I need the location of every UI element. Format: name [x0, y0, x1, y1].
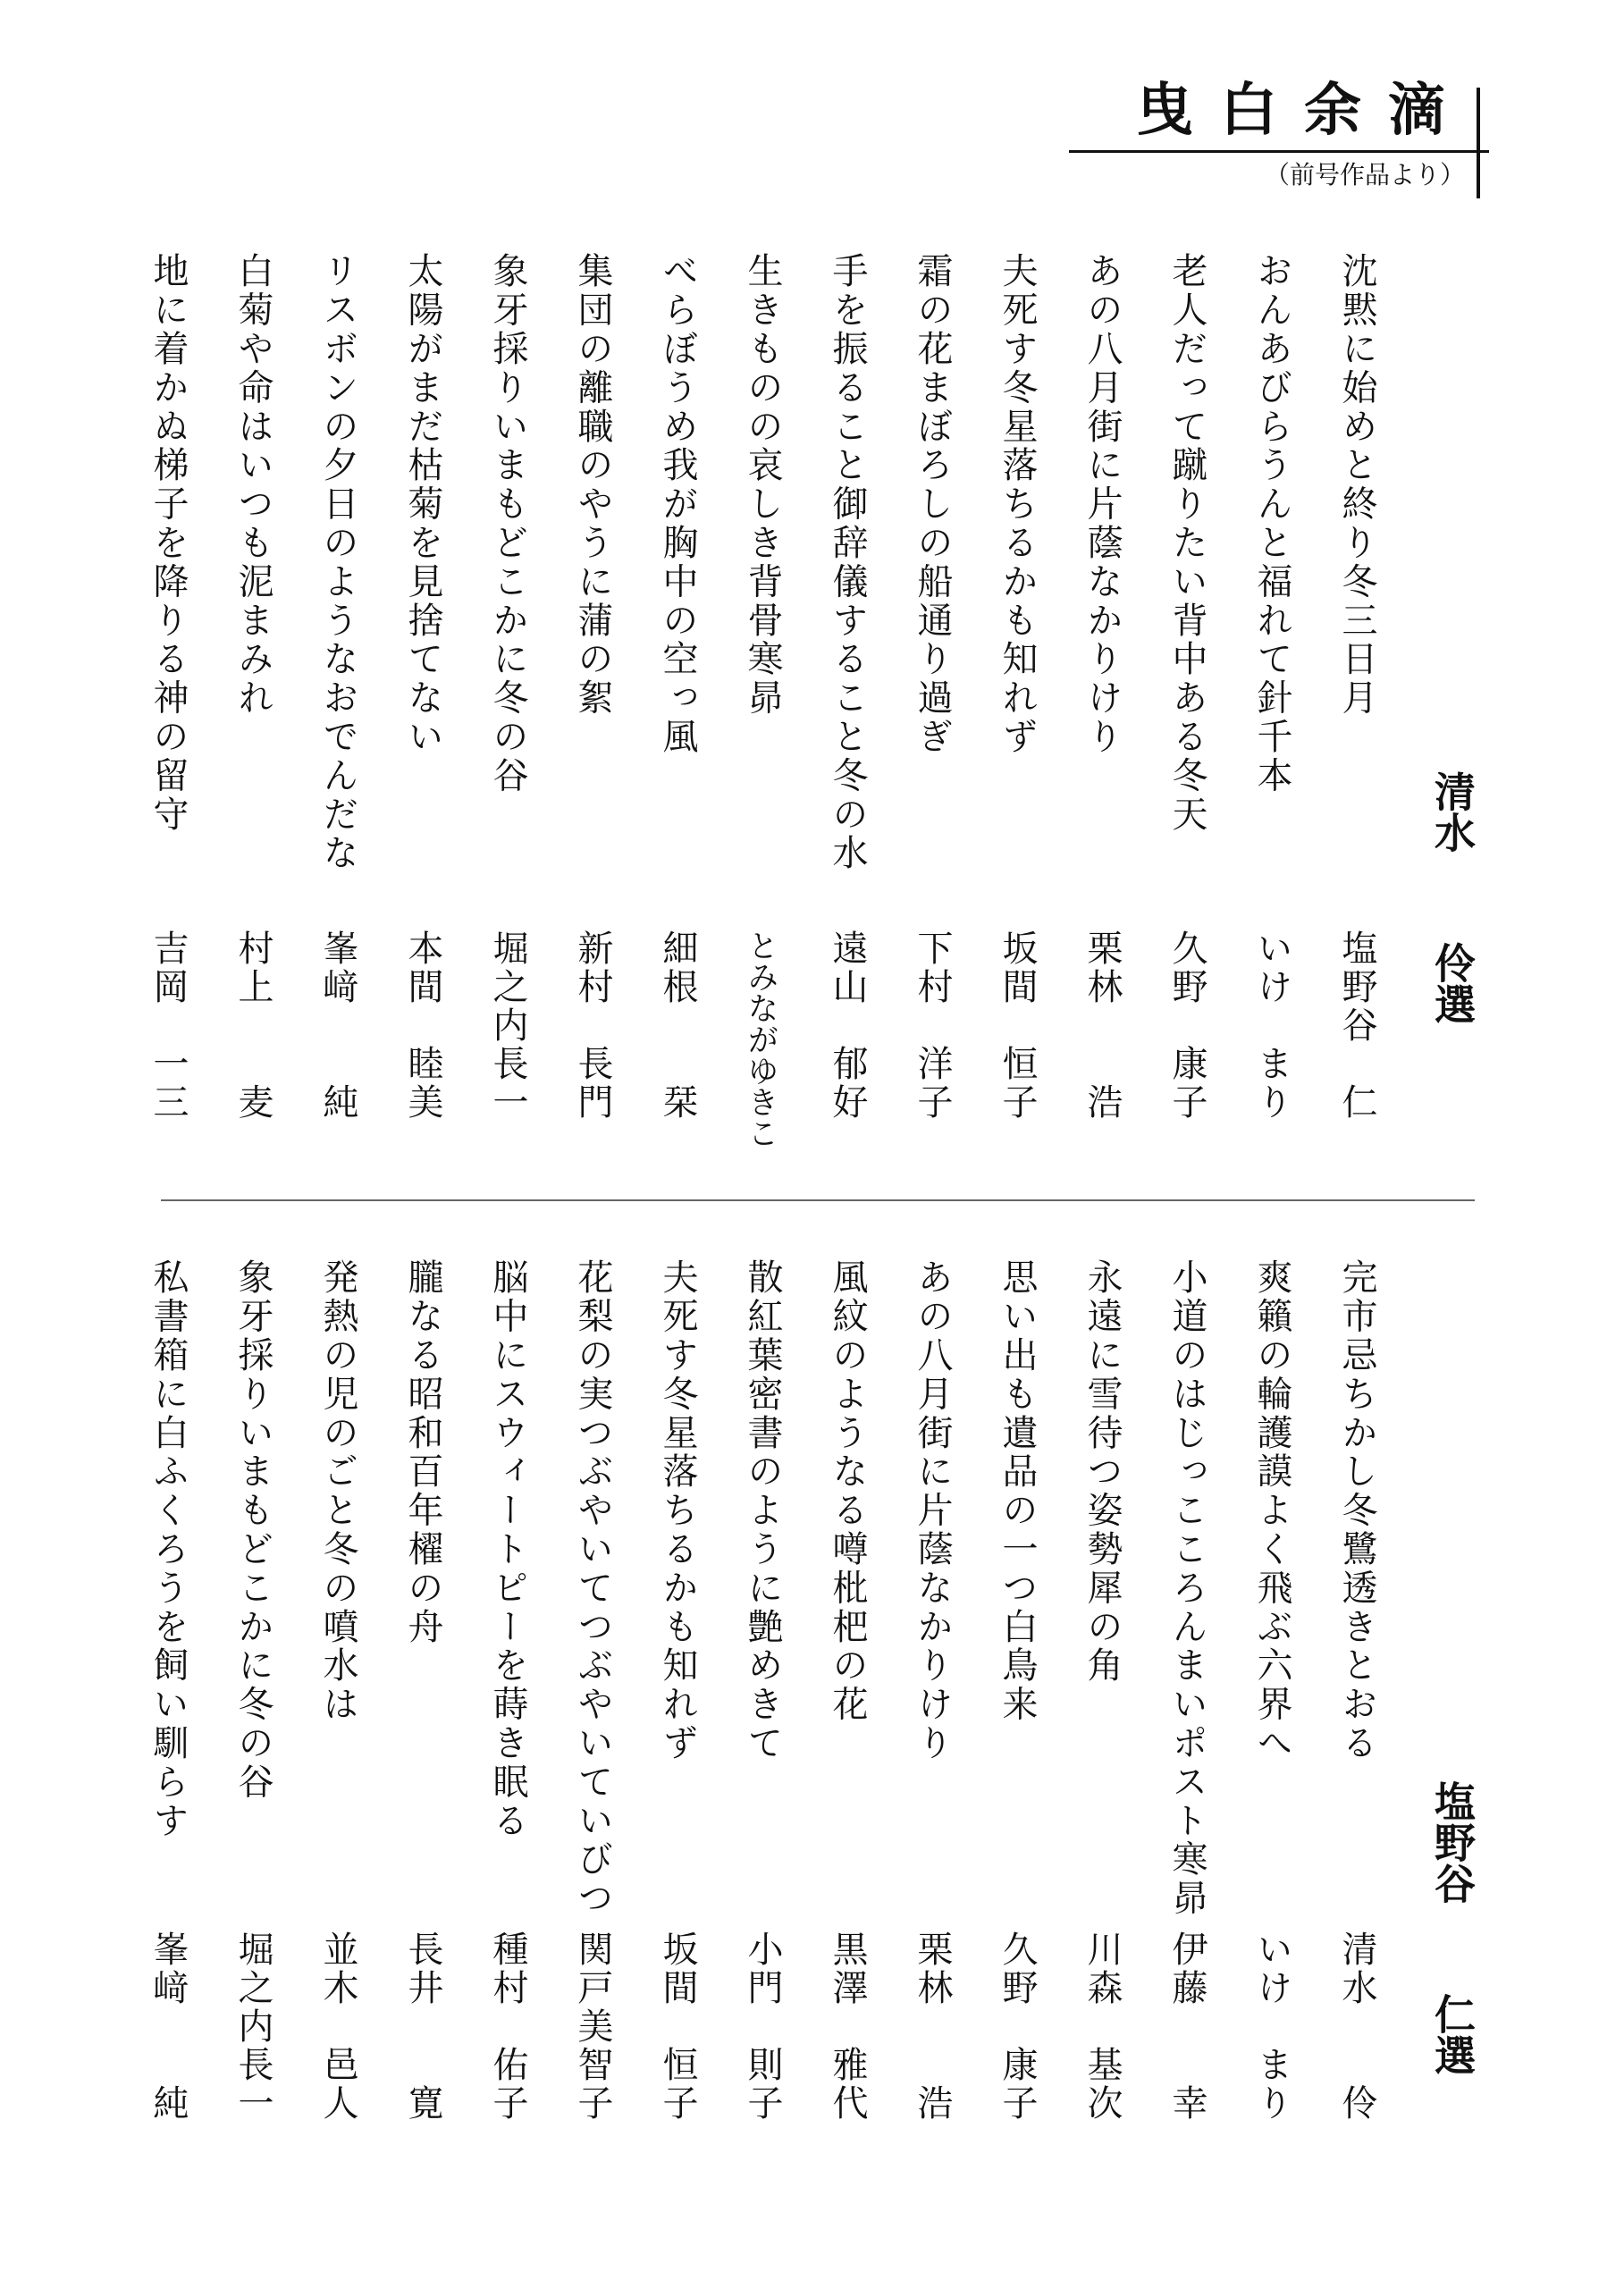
- haiku-text: 地に着かぬ梯子を降りる神の留守: [147, 252, 189, 834]
- haiku-author: 伊藤 幸: [1166, 1930, 1207, 2123]
- haiku-author: いけ まり: [1251, 930, 1292, 1122]
- haiku-author: 清水 伶: [1336, 1930, 1377, 2123]
- haiku-author: 並木 邑人: [317, 1930, 358, 2123]
- haiku-author: 久野 康子: [997, 1930, 1038, 2123]
- haiku-text: 朧なる昭和百年櫂の舟: [402, 1258, 443, 1646]
- haiku-author: 新村 長門: [572, 930, 613, 1122]
- haiku-text: あの八月街に片蔭なかりけり: [1081, 252, 1123, 757]
- selector-given-name: 仁: [1428, 1993, 1477, 2034]
- haiku-author: 細根 栞: [657, 930, 698, 1122]
- haiku-text: 完市忌ちかし冬鷺透きとおる: [1336, 1258, 1377, 1763]
- haiku-text: 手を振ること御辞儀すること冬の水: [827, 252, 868, 873]
- title-vertical-rule: [1477, 88, 1480, 198]
- haiku-author: 堀之内長一: [487, 930, 528, 1122]
- haiku-text: 夫死す冬星落ちるかも知れず: [657, 1258, 698, 1763]
- haiku-author: 長井 寛: [402, 1930, 443, 2123]
- selector-suffix: 選: [1428, 2034, 1477, 2075]
- haiku-text: 風紋のようなる噂枇杷の花: [827, 1258, 868, 1724]
- haiku-author: 峯﨑 純: [317, 930, 358, 1122]
- selector-surname: 塩野谷: [1428, 1780, 1477, 1904]
- haiku-author: 種村 佑子: [487, 1930, 528, 2123]
- haiku-author: 堀之内長一: [232, 1930, 273, 2123]
- haiku-text: 生きものの哀しき背骨寒昴: [742, 252, 783, 718]
- section-selector: [1428, 770, 1477, 1024]
- haiku-text: リスボンの夕日のようなおでんだな: [317, 252, 358, 873]
- haiku-author: 塩野谷 仁: [1336, 930, 1377, 1122]
- haiku-text: 集団の離職のやうに蒲の絮: [572, 252, 613, 718]
- haiku-text: 象牙採りいまもどこかに冬の谷: [232, 1258, 273, 1802]
- haiku-text: 発熱の児のごと冬の噴水は: [317, 1258, 358, 1724]
- page-subtitle: （前号作品より）: [1264, 160, 1465, 189]
- haiku-text: 象牙採りいまもどこかに冬の谷: [487, 252, 528, 795]
- haiku-text: 沈黙に始めと終り冬三日月: [1336, 252, 1377, 718]
- haiku-author: 吉岡 一三: [147, 930, 189, 1122]
- haiku-author: 久野 康子: [1166, 930, 1207, 1122]
- haiku-text: 老人だって蹴りたい背中ある冬天: [1166, 252, 1207, 834]
- haiku-text: おんあびらうんと福れて針千本: [1251, 252, 1292, 795]
- haiku-author: 遠山 郁好: [827, 930, 868, 1122]
- haiku-text: 太陽がまだ枯菊を見捨てない: [402, 252, 443, 757]
- haiku-author: 栗林 浩: [1081, 930, 1123, 1122]
- haiku-text: 霜の花まぼろしの船通り過ぎ: [912, 252, 953, 757]
- title-underline: [1069, 150, 1489, 153]
- haiku-text: 私書箱に白ふくろうを飼い馴らす: [147, 1258, 189, 1840]
- haiku-author: 小門 則子: [742, 1930, 783, 2123]
- haiku-text: べらぼうめ我が胸中の空っ風: [657, 252, 698, 757]
- haiku-author: 関戸美智子: [572, 1930, 613, 2123]
- section-selector: [1428, 1780, 1477, 2075]
- selector-given-name: 伶: [1428, 942, 1477, 983]
- haiku-author: 村上 麦: [232, 930, 273, 1122]
- haiku-author: 峯﨑 純: [147, 1930, 189, 2123]
- haiku-author: 坂間 恒子: [997, 930, 1038, 1122]
- haiku-text: 夫死す冬星落ちるかも知れず: [997, 252, 1038, 757]
- haiku-author: とみながゆきこ: [743, 930, 778, 1148]
- selector-surname: 清水: [1428, 770, 1477, 853]
- haiku-text: あの八月街に片蔭なかりけり: [912, 1258, 953, 1763]
- haiku-author: 坂間 恒子: [657, 1930, 698, 2123]
- haiku-text: 永遠に雪待つ姿勢犀の角: [1081, 1258, 1123, 1686]
- haiku-text: 花梨の実つぶやいてつぶやいていびつ: [572, 1258, 613, 1918]
- haiku-author: 川森 基次: [1081, 1930, 1123, 2123]
- section-divider: [161, 1199, 1475, 1201]
- haiku-text: 白菊や命はいつも泥まみれ: [232, 252, 273, 718]
- haiku-text: 脳中にスウィートピーを蒔き眠る: [487, 1258, 528, 1840]
- haiku-text: 爽籟の輪護謨よく飛ぶ六界へ: [1251, 1258, 1292, 1763]
- haiku-text: 散紅葉密書のように艶めきて: [742, 1258, 783, 1763]
- haiku-text: 小道のはじっこころんまいポスト寒昴: [1166, 1258, 1207, 1918]
- haiku-author: いけ まり: [1251, 1930, 1292, 2123]
- haiku-text: 思い出も遺品の一つ白鳥来: [997, 1258, 1038, 1724]
- selector-suffix: 選: [1428, 983, 1477, 1024]
- page-title: 曳白余滴: [1136, 78, 1472, 144]
- haiku-author: 栗林 浩: [912, 1930, 953, 2123]
- haiku-author: 下村 洋子: [912, 930, 953, 1122]
- haiku-author: 本間 睦美: [402, 930, 443, 1122]
- haiku-author: 黒澤 雅代: [827, 1930, 868, 2123]
